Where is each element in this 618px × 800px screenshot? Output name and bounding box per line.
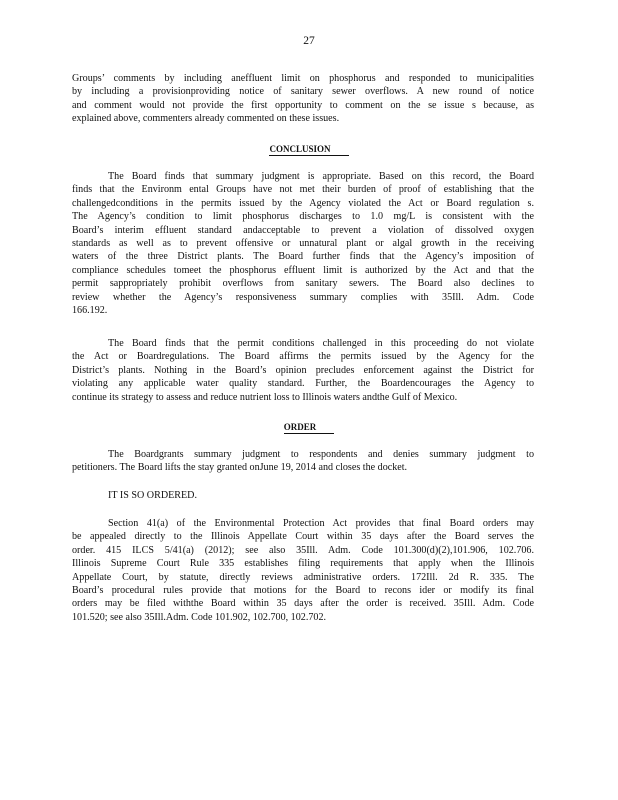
text-line: waters of the three District plants. The Board further finds that the Agency’s imposition of: [72, 251, 534, 263]
conclusion-heading: [0, 144, 618, 156]
text-line: 166.192.: [72, 305, 108, 317]
order-heading-text: ORDER: [284, 422, 335, 434]
text-line: orders may be filed withthe Board within 35 days after the order is received. 35Ill. Adm. Code: [72, 598, 534, 610]
text-line: Groups’ comments by including aneffluent limit on phosphorus and responded to municipalities: [72, 73, 534, 84]
text-line: the Act or Boardregulations. The Board affirms the permits issued by the Agency for the: [72, 351, 534, 363]
text-line: review whether the Agency’s responsiveness summary complies with 35Ill. Adm. Code: [72, 291, 534, 303]
appeal-paragraph: [72, 517, 534, 624]
text-line: Appellate Court, by statute, directly reviews administrative orders. 172Ill. 2d R. 335. The: [72, 571, 534, 583]
text-line: continue its strategy to assess and reduce nutrient loss to Illinois waters andthe Gulf of Mexico.: [72, 391, 458, 403]
order-heading: [0, 422, 618, 434]
text-line: The Board finds that summary judgment is appropriate. Based on this record, the Board: [108, 171, 534, 182]
text-line: compliance schedules tomeet the phosphorus effluent limit is authorized by the Act and that the: [72, 264, 534, 276]
text-line: finds that the Environm ental Groups have not met their burden of proof of establishing that the: [72, 184, 534, 196]
text-line: Section 41(a) of the Environmental Protection Act provides that final Board orders may: [108, 518, 534, 529]
text-line: 101.520; see also 35Ill.Adm. Code 101.902, 102.700, 102.702.: [72, 611, 327, 623]
conclusion-heading-text: CONCLUSION: [269, 144, 348, 156]
conclusion-paragraph-1: [72, 170, 534, 317]
text-line: violating any applicable water quality standard. Further, the Boardencourages the Agency to: [72, 378, 534, 390]
text-line: Board’s interim effluent standard andacceptable to prevent a violation of dissolved oxygen: [72, 224, 534, 236]
text-line: The Boardgrants summary judgment to respondents and denies summary judgment to: [108, 449, 534, 460]
conclusion-paragraph-2: [72, 337, 534, 404]
text-line: The Agency’s condition to limit phosphorus discharges to 1.0 mg/L is consistent with the: [72, 211, 534, 223]
text-line: order. 415 ILCS 5/41(a) (2012); see also 35Ill. Adm. Code 101.300(d)(2),101.906, 102.706.: [72, 544, 534, 556]
text-line: and comment would not provide the first opportunity to comment on the se issue s because, as: [72, 99, 534, 111]
text-line: District’s plants. Nothing in the Board’s opinion precludes enforcement against the District for: [72, 364, 534, 376]
text-line: Board’s procedural rules provide that motions for the Board to recons ider or modify its final: [72, 585, 534, 597]
text-line: explained above, commenters already commented on these issues.: [72, 113, 340, 125]
text-line: petitioners. The Board lifts the stay granted onJune 19, 2014 and closes the docket.: [72, 462, 408, 474]
so-ordered-text: IT IS SO ORDERED.: [108, 490, 197, 501]
page-number: 27: [303, 35, 315, 47]
intro-paragraph: [72, 72, 534, 126]
text-line: be appealed directly to the Illinois Appellate Court within 35 days after the Board serves the: [72, 531, 534, 543]
text-line: The Board finds that the permit conditions challenged in this proceeding do not violate: [108, 338, 534, 349]
text-line: standards as well as to prevent offensive or unnatural plant or algal growth in the receiving: [72, 238, 534, 250]
order-paragraph: [72, 448, 534, 475]
text-line: challengedconditions in the permits issued by the Agency violated the Act or Board regulation s.: [72, 197, 534, 209]
text-line: Illinois Supreme Court Rule 335 establishes filing requirements that apply when the Illinois: [72, 558, 534, 570]
text-line: by including a provisionproviding notice of sanitary sewer overflows. A new round of notice: [72, 86, 534, 98]
text-line: permit sappropriately prohibit overflows from sanitary sewers. The Board also declines to: [72, 278, 534, 290]
